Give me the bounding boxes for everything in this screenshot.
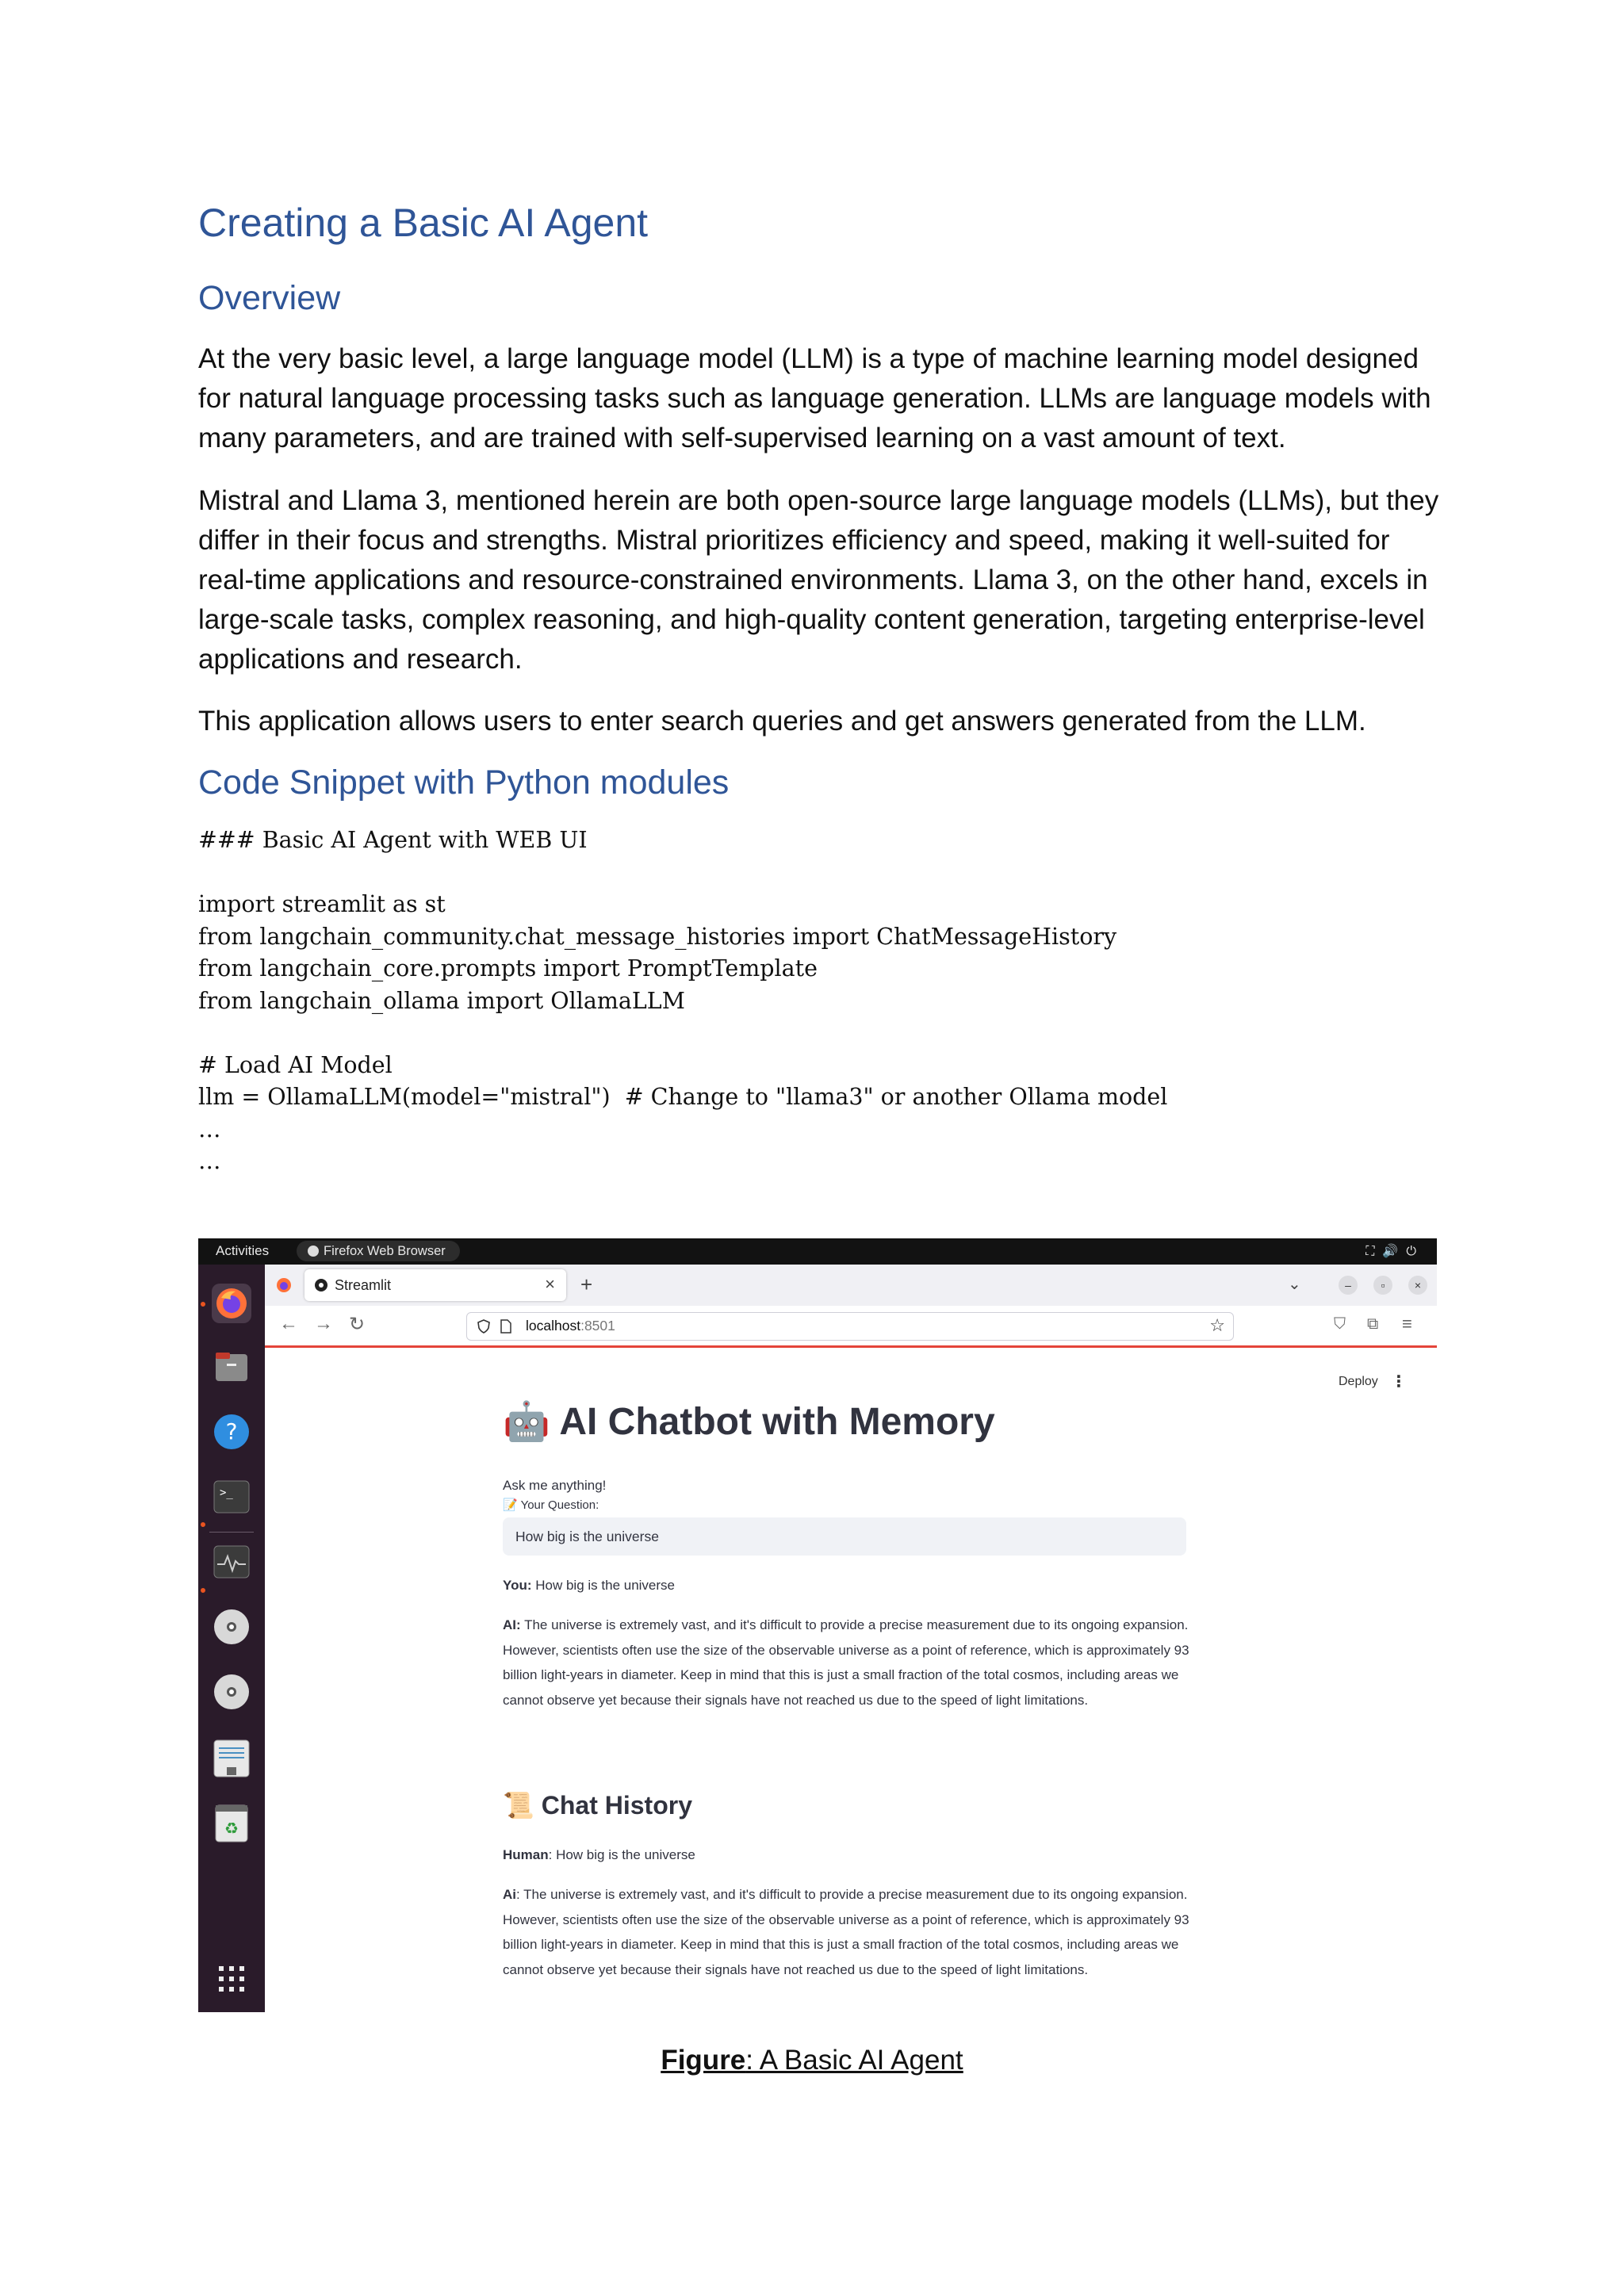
code-line: [198, 857, 1467, 890]
caption-label: Figure: [661, 2045, 746, 2076]
page-icon: [500, 1319, 511, 1334]
code-line: ### Basic AI Agent with WEB UI: [198, 827, 588, 853]
code-section-heading: Code Snippet with Python modules: [198, 763, 730, 802]
shield-icon: [477, 1319, 491, 1334]
forward-icon[interactable]: →: [314, 1313, 333, 1334]
files-icon: [214, 1351, 249, 1383]
chat-history-heading: [503, 1790, 692, 1820]
history-human-message: [503, 1847, 695, 1863]
question-label: 📝 Your Question:: [503, 1498, 599, 1512]
you-text: How big is the universe: [535, 1578, 676, 1593]
maximize-icon[interactable]: ▫: [1373, 1276, 1392, 1295]
tab-bar: [265, 1265, 1437, 1306]
dock-files[interactable]: [212, 1347, 251, 1387]
running-indicator: [201, 1588, 205, 1593]
figure-caption: [0, 2045, 1624, 2076]
ai-response: [503, 1613, 1193, 1712]
question-input[interactable]: [503, 1517, 1186, 1556]
code-line: …: [198, 1115, 221, 1142]
overview-paragraph-1: At the very basic level, a large language model (LLM) is a type of machine learning model designed for natural language processing tasks such as language generation. LLMs are language models with many parameters, and are trained with self-supervised learning on a vast amount of text.: [198, 343, 1431, 453]
overview-heading: Overview: [198, 279, 341, 317]
history-ai-label: Ai: [503, 1887, 516, 1902]
volume-icon: 🔊: [1382, 1245, 1407, 1258]
code-snippet: [198, 825, 1467, 1178]
app-title: [503, 1399, 995, 1444]
firefox-view-icon[interactable]: [276, 1277, 292, 1293]
firefox-icon: [308, 1246, 319, 1257]
code-line: …: [198, 1148, 221, 1174]
new-tab-button[interactable]: +: [580, 1272, 593, 1296]
pocket-icon[interactable]: ⛉: [1334, 1315, 1346, 1333]
streamlit-app: [265, 1348, 1437, 2012]
network-icon: ⛶: [1365, 1245, 1383, 1258]
firefox-window: [265, 1265, 1437, 2012]
window-controls: [1339, 1276, 1427, 1295]
chat-history-heading-text: Chat History: [541, 1791, 692, 1820]
app-menu-label: Firefox Web Browser: [324, 1244, 446, 1258]
dock-show-apps[interactable]: [212, 1959, 251, 1999]
history-ai-message: [503, 1882, 1193, 1982]
menu-icon[interactable]: ≡: [1402, 1314, 1412, 1334]
code-line: from langchain_community.chat_message_histories import ChatMessageHistory: [198, 923, 1117, 950]
bookmark-star-icon[interactable]: ☆: [1209, 1315, 1225, 1335]
list-tabs-icon[interactable]: ⌄: [1288, 1276, 1301, 1293]
human-label: Human: [503, 1847, 549, 1862]
drive-icon: [213, 1739, 251, 1778]
code-line: # Load AI Model: [198, 1051, 393, 1078]
running-indicator: [201, 1302, 205, 1307]
page-title: Creating a Basic AI Agent: [198, 201, 649, 245]
robot-emoji-icon: 🤖: [503, 1401, 550, 1443]
you-label: You:: [503, 1578, 532, 1593]
code-line: from langchain_ollama import OllamaLLM: [198, 987, 685, 1014]
svg-text:♻: ♻: [224, 1819, 239, 1838]
app-menu[interactable]: [297, 1241, 460, 1261]
close-window-icon[interactable]: ×: [1408, 1276, 1427, 1295]
code-line: [198, 1017, 1467, 1050]
dock-terminal[interactable]: [212, 1477, 251, 1517]
system-tray[interactable]: [1365, 1243, 1424, 1259]
close-tab-icon[interactable]: ×: [545, 1274, 555, 1294]
svg-text:?: ?: [225, 1418, 238, 1445]
navigation-bar: [265, 1306, 1437, 1348]
scroll-emoji-icon: 📜: [503, 1791, 534, 1820]
more-options-icon[interactable]: ⋮: [1391, 1373, 1407, 1391]
back-icon[interactable]: ←: [279, 1313, 298, 1334]
overview-paragraph-2: Mistral and Llama 3, mentioned herein are both open-source large language models (LLMs), but they differ in their focus and strengths. Mistral prioritizes efficiency and speed, making it well-suited for real-time applications and resource-constrained environments. Llama 3, on the other hand, excels in large-scale tasks, complex reasoning, and high-quality content generation, targeting enterprise-level applications and research.: [198, 485, 1439, 675]
you-message: [503, 1578, 675, 1594]
code-line: llm = OllamaLLM(model="mistral") # Change to "llama3" or another Ollama model: [198, 1084, 1168, 1110]
dock: [198, 1265, 265, 2012]
system-monitor-icon: [213, 1545, 250, 1578]
dock-drive[interactable]: [212, 1739, 251, 1778]
app-subtitle: Ask me anything!: [503, 1478, 607, 1493]
disc-icon: [213, 1608, 251, 1646]
dock-trash[interactable]: [212, 1804, 251, 1843]
reload-icon[interactable]: ↻: [349, 1314, 366, 1335]
app-grid-icon: [217, 1965, 246, 1993]
firefox-icon: [215, 1287, 248, 1320]
desktop-top-bar: [198, 1238, 1437, 1265]
terminal-icon: [213, 1480, 250, 1513]
minimize-icon[interactable]: –: [1339, 1276, 1358, 1295]
question-input-value: How big is the universe: [515, 1529, 659, 1544]
svg-text:>_: >_: [220, 1487, 233, 1499]
code-line: import streamlit as st: [198, 891, 446, 917]
code-line: from langchain_core.prompts import PromptTemplate: [198, 955, 818, 982]
ai-text: The universe is extremely vast, and it's difficult to provide a precise measurement due to its ongoing expansion. However, scientists often use the size of the observable universe as a point of reference, which is approximately 93 billion light-years in diameter. Keep in mind that this is just a small fraction of the total cosmos, including areas we cannot observe yet because their signals have not reached us due to the speed of light limitations.: [503, 1617, 1189, 1708]
streamlit-favicon: [314, 1278, 328, 1292]
trash-icon: [214, 1804, 249, 1843]
app-title-text: AI Chatbot with Memory: [559, 1401, 995, 1443]
disc-icon: [213, 1673, 251, 1711]
tab-streamlit[interactable]: [304, 1269, 566, 1301]
url-text: localhost:8501: [526, 1318, 615, 1334]
help-icon: [213, 1413, 251, 1451]
address-bar[interactable]: [466, 1312, 1234, 1341]
human-text: : How big is the universe: [548, 1847, 695, 1862]
deploy-button[interactable]: Deploy: [1339, 1375, 1378, 1388]
dock-separator: [209, 1532, 254, 1533]
tab-label: Streamlit: [335, 1277, 392, 1293]
running-indicator: [201, 1522, 205, 1527]
caption-text: : A Basic AI Agent: [745, 2045, 963, 2076]
dock-system-monitor[interactable]: [212, 1542, 251, 1582]
overview-paragraph-3: This application allows users to enter search queries and get answers generated from the LLM.: [198, 706, 1366, 737]
dock-firefox[interactable]: [212, 1284, 251, 1323]
history-ai-text: : The universe is extremely vast, and it's difficult to provide a precise measurement due to its ongoing expansion. However, scientists often use the size of the observable universe as a point of reference, which is approximately 93 billion light-years in diameter. Keep in mind that this is just a small fraction of the total cosmos, including areas we cannot observe yet because their signals have not reached us due to the speed of light limitations.: [503, 1887, 1189, 1977]
extensions-icon[interactable]: ⧉: [1367, 1315, 1379, 1333]
figure-screenshot: [198, 1238, 1437, 2012]
activities-button[interactable]: Activities: [216, 1243, 270, 1258]
dock-disc-2[interactable]: [212, 1672, 251, 1712]
dock-help[interactable]: [212, 1412, 251, 1452]
dock-disc-1[interactable]: [212, 1607, 251, 1647]
power-icon: ⏻: [1406, 1245, 1424, 1258]
ai-label: AI:: [503, 1617, 521, 1632]
